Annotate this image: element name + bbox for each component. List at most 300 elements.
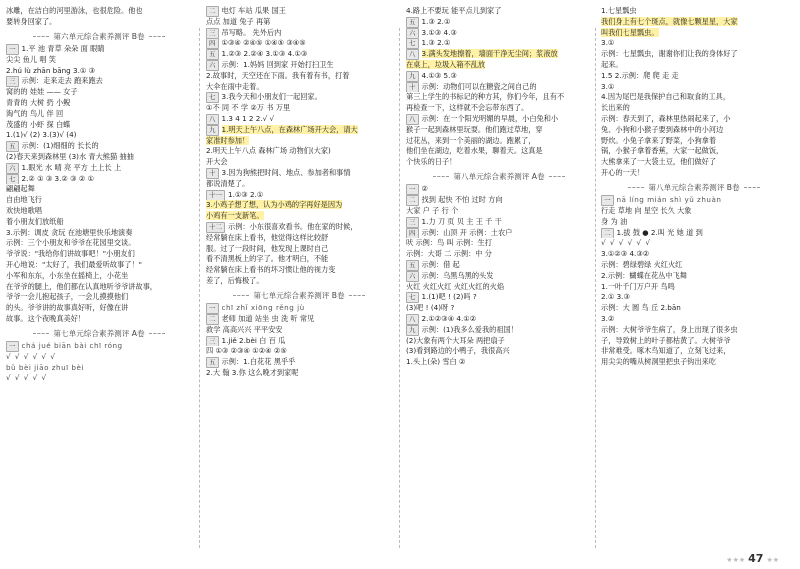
answer-line: [406, 60, 592, 71]
answer-text: 2.① 3.③: [601, 292, 630, 302]
answer-text: 3.①: [601, 81, 615, 91]
answer-line: [406, 136, 592, 147]
column-2: [206, 6, 392, 554]
question-number-tag: 一: [206, 303, 219, 314]
answer-line: [206, 168, 392, 179]
answer-text: 差了，后悔极了。: [206, 275, 264, 285]
answer-line: [601, 71, 787, 82]
answer-line: [206, 103, 392, 114]
answer-line: [6, 98, 192, 109]
answer-text: 1.一叶千门万户开 鸟鸣: [601, 281, 675, 291]
answer-line: [6, 352, 192, 363]
answer-text: 我们身上有七个斑点，就像七颗星星，大家: [601, 16, 738, 26]
star-decoration: ★★★: [726, 556, 746, 564]
answer-text: 2.明天上午八点 森林广场 动物们(大家): [206, 146, 331, 156]
answer-text: 2.大 翰 3.你 这么晚才到家呢: [206, 367, 299, 377]
answer-line: [206, 314, 392, 325]
answer-line: [406, 71, 592, 82]
answer-line: [6, 373, 192, 384]
answer-text: 1.明天上午八点，在森林广场开大会，请大: [221, 124, 358, 134]
answer-line: [406, 82, 592, 93]
answer-text: 着小朋友们放纸船: [6, 216, 64, 226]
answer-line: [406, 17, 592, 28]
answer-line: [206, 114, 392, 125]
answer-text: 3.①: [601, 38, 615, 48]
answer-text: 示例：山顶 开 示例：土农户: [421, 227, 513, 237]
column-divider: [399, 28, 400, 548]
question-number-tag: 七: [6, 174, 19, 185]
answer-text: 尖尖 鱼儿 唱 笑: [6, 54, 56, 64]
answer-line: [406, 249, 592, 260]
question-number-tag: 三: [6, 76, 19, 87]
answer-line: [6, 120, 192, 131]
answer-text: 1.拔 鼓 ● 2.叫 光 她 道 到: [616, 227, 703, 237]
checkmark-row: √ √ √ √ √ √: [6, 351, 56, 361]
answer-line: [6, 6, 192, 17]
answer-line: [601, 38, 787, 49]
answer-text: 第三上学生的书标记的种方其，你们今年，且有不: [406, 92, 565, 102]
answer-line: [601, 114, 787, 125]
answer-text: 翩翩起舞: [6, 184, 35, 194]
answer-line: [206, 49, 392, 60]
answer-line: [406, 6, 592, 17]
answer-text: 兔、小狗和小猴子要到森林中的小河边: [601, 124, 724, 134]
answer-line: [206, 200, 392, 211]
question-number-tag: 九: [406, 71, 419, 82]
answer-text: 过花丛，来到一个美丽的湖边。跑累了，: [406, 135, 536, 145]
answer-text: 2.①②③④ 4.①②: [421, 313, 477, 323]
answer-line: [6, 141, 192, 152]
answer-line: [206, 190, 392, 201]
answer-line: [406, 238, 592, 249]
answer-text: 开心地说："太好了，我们最爱听故事了！": [6, 259, 142, 269]
answer-text: 2.故事时，天空还在下雨。我有着有书，打着: [206, 70, 350, 80]
question-number-tag: 四: [406, 228, 419, 239]
answer-line: [6, 152, 192, 163]
question-number-tag: 十: [206, 168, 219, 179]
answer-line: [601, 336, 787, 347]
answer-text: (2)大象有两个大耳朵 两把扇子: [406, 335, 505, 345]
question-number-tag: 十二: [206, 222, 225, 233]
answer-text: 示例：小东很喜欢看书。他在家的时候，: [228, 221, 358, 231]
answer-line: [601, 49, 787, 60]
answer-text: 要转身回家了。: [6, 16, 57, 26]
question-number-tag: 三: [406, 217, 419, 228]
question-number-tag: 十一: [206, 190, 225, 201]
question-number-tag: 七: [406, 38, 419, 49]
answer-line: [601, 60, 787, 71]
answer-text: 大伞在雨中走着。: [206, 81, 264, 91]
answer-text: 找到 起快 不怕 过时 方向: [421, 195, 503, 205]
answer-line: [601, 357, 787, 368]
answer-text: 示例：碧绿碧绿 火红火红: [601, 259, 683, 269]
answer-text: 故事。这个夜晚真美好！: [6, 313, 86, 323]
answer-text: 服。过了一段时间，他发现上课时自己: [206, 243, 329, 253]
answer-text: 非常难受。啄木鸟知道了，立刻飞过来，: [601, 346, 731, 356]
answer-line: [601, 260, 787, 271]
answer-line: [601, 82, 787, 93]
answer-text: 子，导致树上的叶子都枯黄了。大树爷爷: [601, 335, 731, 345]
answer-line: [206, 28, 392, 39]
question-number-tag: 五: [6, 141, 19, 152]
answer-text: 3.满头发地擦着，墙面干净无尘间；浆液放: [421, 49, 558, 59]
answer-line: [6, 292, 192, 303]
answer-text: 示例：乌黑乌黑的头发: [421, 270, 494, 280]
answer-line: [406, 195, 592, 206]
question-number-tag: 三: [206, 28, 219, 39]
answer-line: [206, 146, 392, 157]
answer-line: [6, 44, 192, 55]
question-number-tag: 二: [406, 195, 419, 206]
answer-line: [6, 282, 192, 293]
answer-line: [406, 103, 592, 114]
section-title: 第八单元综合素养测评 B卷: [601, 182, 787, 193]
answer-text: 长出来的: [601, 103, 630, 113]
answer-line: [406, 114, 592, 125]
section-title: 第八单元综合素养测评 A卷: [406, 171, 592, 182]
answer-line: [206, 136, 392, 147]
answer-text: 身 为 油: [601, 216, 628, 226]
answer-text: 1.头上(朵) 雪白 ②: [406, 357, 466, 367]
page-number: [723, 552, 782, 565]
answer-line: [6, 174, 192, 185]
answer-text: 1.(1)吧 ! (2)吗 ?: [421, 292, 477, 302]
answer-line: [206, 336, 392, 347]
answer-text: 3.①②③ 4.③②: [601, 249, 650, 259]
answer-text: 锅，小猴子拿着香蕉，大家一起做饭，: [601, 146, 724, 156]
answer-line: [6, 55, 192, 66]
answer-line: [601, 17, 787, 28]
answer-text: 示例：七星瓢虫，谢谢你们让我的身体好了: [601, 49, 738, 59]
answer-text: 开心的一天！: [601, 167, 645, 177]
answer-line: [406, 157, 592, 168]
answer-line: [406, 314, 592, 325]
answer-text: 示例：动物们可以在糖瓷之间自己的: [421, 81, 537, 91]
answer-text: 爷爷一会儿抱起孩子，一会儿摸摸他们: [6, 292, 129, 302]
answer-text: 自由地飞行: [6, 195, 42, 205]
answer-line: [6, 314, 192, 325]
answer-line: [601, 136, 787, 147]
answer-line: [6, 66, 192, 77]
answer-text: 4.因为尾巴是我保护自己和取食的工具，: [601, 92, 731, 102]
answer-line: [601, 346, 787, 357]
answer-line: [601, 238, 787, 249]
answer-line: [206, 303, 392, 314]
answer-line: [206, 82, 392, 93]
question-number-tag: 七: [406, 292, 419, 303]
answer-text: 3.小鸡子想了想，认为小鸡的字再好是因为: [206, 200, 343, 210]
answer-line: [601, 217, 787, 228]
answer-line: [601, 271, 787, 282]
column-3: [406, 6, 592, 554]
answer-line: [6, 228, 192, 239]
answer-text: 示例：1.妈妈 回到家 开始打扫卫生: [221, 59, 334, 69]
question-number-tag: 一: [406, 184, 419, 195]
answer-text: ①不 同 不 学 ②万 书 万里: [206, 103, 291, 113]
answer-line: [6, 76, 192, 87]
answer-line: [6, 217, 192, 228]
question-number-tag: 二: [601, 228, 614, 239]
checkmark-row: √ √ √ √ √: [6, 373, 48, 383]
answer-text: 火红 火红火红 火红火红的火焰: [406, 281, 505, 291]
answer-text: ①③④ ②④⑤ ①④⑤ ③④⑤: [221, 38, 306, 48]
answer-line: [406, 325, 592, 336]
question-number-tag: 八: [406, 49, 419, 60]
section-title: 第七单元综合素养测评 A卷: [6, 328, 192, 339]
answer-line: [406, 206, 592, 217]
answer-text: 1.②③ 2.②④ 3.①③ 4.①③: [221, 49, 308, 59]
answer-line: [206, 211, 392, 222]
answer-line: [406, 28, 592, 39]
answer-line: [6, 271, 192, 282]
checkmark-row: √ √ √ √ √ √: [601, 238, 651, 248]
section-title: 第七单元综合素养测评 B卷: [206, 290, 392, 301]
answer-text: 看不清黑板上的字了。他才明白，不能: [206, 254, 329, 264]
answer-text: 野炊。小兔子拿来了野菜，小狗拿着: [601, 135, 717, 145]
question-number-tag: 八: [406, 314, 419, 325]
answer-text: ②: [421, 184, 428, 194]
answer-text: 用尖尖的嘴从树洞里把虫子钩出来吃: [601, 357, 717, 367]
question-number-tag: 一: [6, 44, 19, 55]
answer-text: 窝的的 娃娃 —— 女子: [6, 87, 78, 97]
star-decoration: ★★: [766, 556, 779, 564]
answer-line: [6, 206, 192, 217]
pinyin-answer: chá jué biān bài chī róng: [21, 341, 123, 351]
column-divider: [199, 28, 200, 548]
answer-text: 3.我今天和小朋友们一起回家。: [221, 92, 322, 102]
question-number-tag: 四: [206, 38, 219, 49]
answer-text: 电灯 车站 瓜果 国王: [221, 6, 286, 15]
answer-text: 2.② ① ③ 3.② ③ ② ①: [21, 173, 95, 183]
question-number-tag: 五: [206, 357, 219, 368]
answer-text: 1.①③ 2.①: [228, 189, 264, 199]
question-number-tag: 二: [206, 314, 219, 325]
question-number-tag: 一: [601, 195, 614, 206]
question-number-tag: 六: [206, 60, 219, 71]
answer-line: [6, 109, 192, 120]
answer-text: 在桌上，垃圾入箱不乱放: [406, 59, 486, 69]
answer-line: [406, 125, 592, 136]
answer-line: [6, 195, 192, 206]
answer-line: [6, 163, 192, 174]
answer-text: 救学 高高兴兴 平平安安: [206, 324, 283, 334]
answer-line: [406, 146, 592, 157]
answer-line: [206, 357, 392, 368]
answer-text: 示例：(1)细细的 长长的: [21, 141, 99, 151]
answer-line: [206, 368, 392, 379]
answer-text: 1.七星瓢虫: [601, 6, 637, 15]
answer-line: [406, 49, 592, 60]
answer-line: [601, 146, 787, 157]
answer-line: [601, 282, 787, 293]
answer-line: [206, 71, 392, 82]
answer-line: [206, 265, 392, 276]
answer-line: [206, 254, 392, 265]
question-number-tag: 九: [406, 325, 419, 336]
answer-text: (2)春天来到森林里 (3)水 青大熊猫 抽抽: [6, 151, 134, 161]
pinyin-answer: bǔ bèi jiāo zhuī bèi: [6, 362, 84, 372]
pinyin-answer: chī zhǐ xiōng rěng jù: [221, 303, 305, 313]
answer-text: 大熊拿来了一大袋土豆，他们做好了: [601, 157, 717, 167]
answer-text: 叫我们七星瓢虫。: [601, 27, 659, 37]
answer-line: [406, 346, 592, 357]
answer-text: 示例：大树爷爷生病了，身上出现了很多虫: [601, 324, 738, 334]
answer-line: [406, 271, 592, 282]
answer-text: 3.②: [601, 313, 615, 323]
answer-text: 2.示例：蝴蝶在花丛中飞舞: [601, 270, 687, 280]
answer-line: [206, 60, 392, 71]
answer-line: [206, 244, 392, 255]
answer-line: [6, 17, 192, 28]
answer-text: 都说清楚了。: [206, 178, 250, 188]
answer-line: [601, 303, 787, 314]
answer-text: 示例：在一个阳光明媚的早晨，小白兔和小: [421, 113, 559, 123]
answer-text: 示例：大哥 二 示例：中 分: [406, 249, 492, 259]
answer-text: 3.示例：调皮 贪玩 在池塘里快乐地演奏: [6, 227, 133, 237]
answer-line: [601, 157, 787, 168]
answer-text: 1.平 池 青草 朵朵 面 眼睛: [21, 43, 105, 53]
answer-text: 小军和东东，小东坐在摇椅上，小花坐: [6, 270, 129, 280]
answer-line: [601, 292, 787, 303]
question-number-tag: 五: [406, 17, 419, 28]
answer-line: [601, 6, 787, 17]
answer-line: [6, 238, 192, 249]
answer-line: [206, 276, 392, 287]
page-number-value: 47: [748, 552, 764, 565]
answer-text: (3)吧 ! (4)呀 ?: [406, 303, 455, 313]
answer-line: [406, 184, 592, 195]
answer-line: [206, 325, 392, 336]
answer-text: 冰雕，在洁白的河里游泳，也很危险。他也: [6, 6, 143, 15]
answer-line: [6, 249, 192, 260]
answer-text: 猴子一起到森林里玩耍。他们跑过草地，穿: [406, 124, 543, 134]
question-number-tag: 七: [206, 92, 219, 103]
answer-line: [406, 217, 592, 228]
answer-text: 爷爷说："我给你们讲故事吧！"小朋友们: [6, 249, 135, 259]
answer-text: 4.①③ 5.③: [421, 70, 457, 80]
answer-line: [601, 206, 787, 217]
answer-line: [206, 233, 392, 244]
answer-text: 1.眼光 水 晴 亮 平方 土上长 上: [21, 162, 122, 172]
answer-line: [406, 357, 592, 368]
answer-line: [601, 28, 787, 39]
answer-text: 示例：走来走去 跑来跑去: [21, 76, 103, 86]
answer-text: 1.(1)√ (2) 3.(3)√ (4): [6, 130, 77, 140]
answer-text: 3.①③ 4.③: [421, 27, 457, 37]
answer-text: 吊写略。 先外后内: [221, 27, 282, 37]
answer-text: 经常躺在床上看书的坏习惯让他的视力变: [206, 265, 336, 275]
answer-line: [406, 228, 592, 239]
answer-line: [206, 222, 392, 233]
column-divider: [595, 28, 596, 548]
answer-line: [6, 260, 192, 271]
question-number-tag: 一: [6, 341, 19, 352]
question-number-tag: 三: [206, 336, 219, 347]
answer-text: 示例：1.白花花 黑乎乎: [221, 357, 296, 367]
answer-text: 经常躺在床上看书，他觉得这样比较舒: [206, 232, 329, 242]
answer-text: 个快乐的日子！: [406, 157, 457, 167]
answer-text: 4.路上不要玩 能平点儿到家了: [406, 6, 502, 15]
answer-text: 起来。: [601, 59, 623, 69]
answer-line: [206, 125, 392, 136]
answer-line: [206, 6, 392, 17]
answer-line: [6, 184, 192, 195]
answer-line: [6, 303, 192, 314]
answer-text: 1.jiě 2.bèi 白 百 瓜: [221, 335, 286, 345]
column-4: [601, 6, 787, 554]
answer-line: [206, 157, 392, 168]
section-title: 第六单元综合素养测评 B卷: [6, 31, 192, 42]
question-number-tag: 八: [206, 114, 219, 125]
question-number-tag: 六: [406, 271, 419, 282]
answer-text: 1.5 2.示例：爬 爬 走 走: [601, 70, 679, 80]
answer-line: [406, 92, 592, 103]
answer-line: [601, 168, 787, 179]
question-number-tag: 八: [406, 114, 419, 125]
pinyin-answer: nā líng mián shì yǔ zhuàn: [616, 195, 722, 205]
answer-line: [206, 179, 392, 190]
answer-line: [406, 292, 592, 303]
question-number-tag: 六: [6, 163, 19, 174]
answer-line: [206, 346, 392, 357]
answer-text: 小鸡有一支新笔。: [206, 211, 264, 221]
answer-line: [601, 125, 787, 136]
answer-line: [601, 103, 787, 114]
answer-text: (3)看到路边的小鸭子，我很高兴: [406, 346, 510, 356]
answer-text: 1.3 4 1 2 2.√ √: [221, 113, 275, 123]
answer-text: 欢快地歌唱: [6, 205, 42, 215]
answer-text: 大家 户 子 行 个: [406, 205, 459, 215]
answer-line: [6, 87, 192, 98]
answer-text: 再检查一下，这样就不会忘带东西了。: [406, 103, 529, 113]
answer-line: [406, 260, 592, 271]
answer-line: [6, 363, 192, 374]
answer-text: 家准时参加！: [206, 135, 250, 145]
answer-text: 四 ①③ ②③④ ①②④ ②⑤: [206, 346, 287, 356]
answer-line: [406, 282, 592, 293]
column-1: [6, 6, 192, 554]
answer-text: 3.因为狗熊把时间、地点、参加者和事情: [221, 167, 351, 177]
question-number-tag: 九: [206, 125, 219, 136]
answer-line: [601, 92, 787, 103]
answer-text: 开大会: [206, 157, 228, 167]
answer-text: 行走 草地 向 星空 长久 大象: [601, 205, 692, 215]
answer-text: 的头。爷爷讲的故事真好听，好像在讲: [6, 303, 129, 313]
answer-text: 示例：(1)我多么爱我的祖国！: [421, 324, 518, 334]
answer-text: 1.力 刀 页 贝 主 王 千 干: [421, 216, 502, 226]
answer-text: 青青的 大树 扔 小鲵: [6, 97, 71, 107]
question-number-tag: 五: [206, 49, 219, 60]
question-number-tag: 二: [206, 6, 219, 17]
answer-line: [601, 228, 787, 239]
answer-line: [406, 303, 592, 314]
answer-text: 点点 加道 兔子 再第: [206, 16, 271, 26]
answer-text: 示例：三个小朋友和爷爷在花园里交谈。: [6, 238, 136, 248]
question-number-tag: 六: [406, 28, 419, 39]
answer-line: [6, 130, 192, 141]
answer-line: [601, 249, 787, 260]
answer-text: 在爷爷的腿上，他们都在认真地听爷爷讲故事，: [6, 281, 157, 291]
answer-line: [601, 325, 787, 336]
answer-text: 老师 加道 站坐 虫 洗 听 常见: [221, 313, 315, 323]
answer-text: 淘气的 鸟儿 伴 回: [6, 108, 64, 118]
answer-text: 示例：春天到了，森林里热闹起来了，小: [601, 113, 731, 123]
answer-line: [406, 336, 592, 347]
answer-text: 茂盛的 小虾 探 白蝶: [6, 119, 71, 129]
answer-text: 1.③ 2.①: [421, 16, 451, 26]
answer-text: 吠 示例：鸟 叫 示例：生打: [406, 238, 492, 248]
answer-text: 他们坐在湖边，吃着水果，聊着天。这真是: [406, 146, 543, 156]
